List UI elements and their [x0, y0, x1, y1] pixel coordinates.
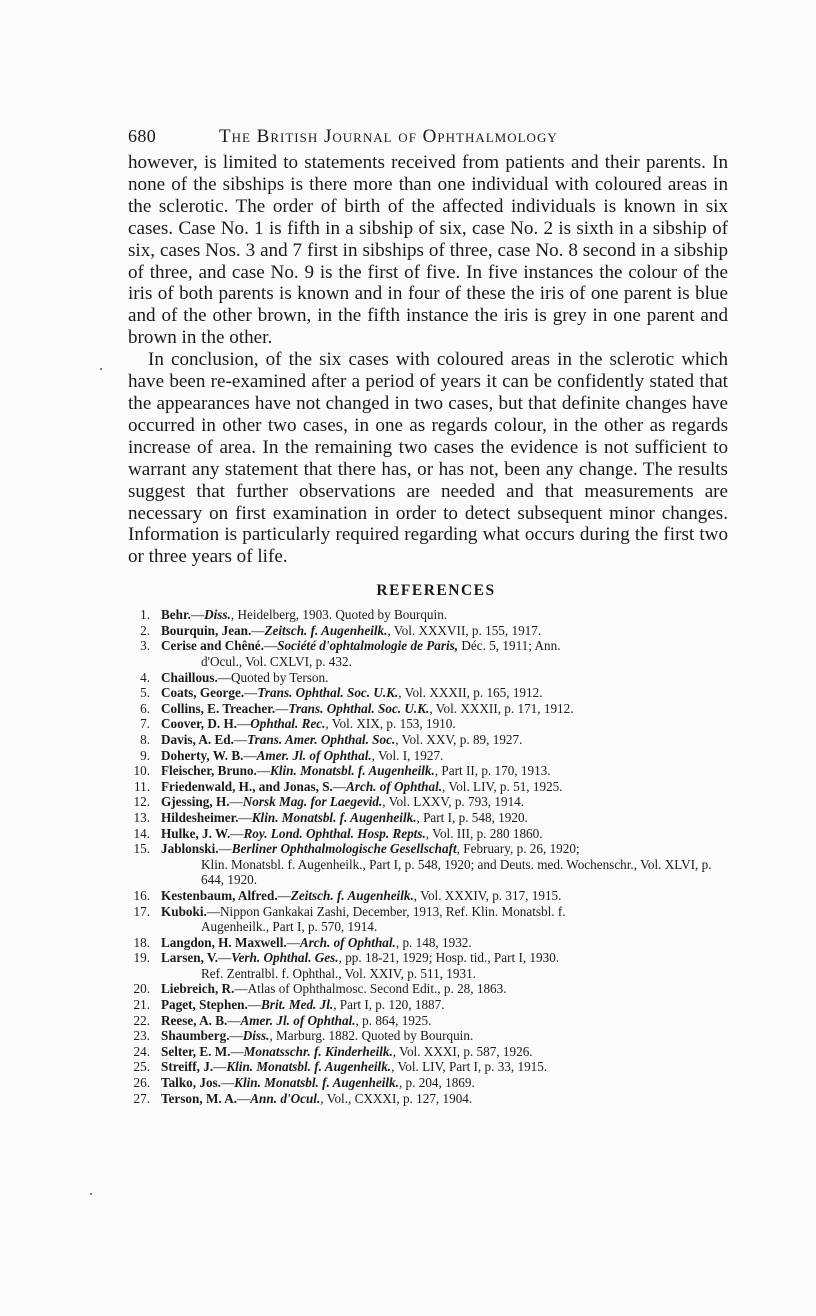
- reference-continuation: Augenheilk., Part I, p. 570, 1914.: [201, 919, 378, 935]
- reference-number: 3.: [140, 638, 150, 654]
- reference-text: [161, 1044, 728, 1060]
- reference-details: Quoted by Terson.: [231, 669, 329, 685]
- reference-dash: —: [256, 763, 271, 779]
- reference-number: 21.: [133, 997, 150, 1013]
- reference-text: [161, 888, 728, 904]
- reference-details: , Vol. XXXVII, p. 155, 1917.: [387, 622, 542, 638]
- reference-item: [128, 748, 728, 764]
- reference-number: 25.: [133, 1059, 150, 1075]
- reference-item: [128, 841, 728, 888]
- reference-text: [161, 935, 728, 951]
- reference-author: Coats, George.: [161, 685, 245, 701]
- reference-number: 8.: [140, 731, 150, 747]
- reference-source: Roy. Lond. Ophthal. Hosp. Repts.: [243, 825, 426, 841]
- reference-number: 23.: [133, 1028, 150, 1044]
- reference-dash: —: [229, 794, 243, 810]
- reference-dash: —: [218, 841, 232, 857]
- reference-item: [128, 779, 728, 795]
- reference-author: Reese, A. B.: [161, 1012, 228, 1028]
- reference-text: [161, 950, 728, 981]
- reference-details: , Vol. III, p. 280 1860.: [425, 825, 543, 841]
- reference-dash: —: [227, 1012, 241, 1028]
- reference-source: Klin. Monatsbl. f. Augenheilk.: [226, 1059, 392, 1075]
- reference-details: , Part I, p. 120, 1887.: [333, 997, 445, 1013]
- reference-number: 15.: [133, 841, 150, 857]
- reference-text: [161, 904, 728, 935]
- reference-details: , Marburg. 1882. Quoted by Bourquin.: [269, 1028, 474, 1044]
- reference-text: [161, 638, 728, 669]
- reference-details: Déc. 5, 1911; Ann.: [458, 638, 561, 654]
- reference-author: Behr.: [161, 607, 191, 623]
- reference-item: [128, 732, 728, 748]
- reference-author: Cerise and Chêné.: [161, 638, 264, 654]
- running-head: [128, 126, 728, 152]
- reference-details: Atlas of Ophthalmosc. Second Edit., p. 28, 1863.: [247, 981, 507, 997]
- reference-text: [161, 1013, 728, 1029]
- body-paragraph-1: however, is limited to statements received from patients and their parents. In none of the sibships is there more than one individual with coloured areas in the sclerotic. The order of birth of the affected individuals is known in six cases. Case No. 1 is fifth in a sibship of six, case No. 2 is sixth in a sibship of six, cases Nos. 3 and 7 first in sibships of three, case No. 8 second in a sibship of three, and case No. 9 is the first of five. In five instances the colour of the iris of both parents is known and in four of these the iris of one parent is blue and of the other brown, in the fifth instance the iris is grey in one parent and brown in the other.: [128, 152, 728, 349]
- reference-dash: —: [190, 607, 205, 623]
- reference-item: [128, 794, 728, 810]
- reference-dash: —: [244, 685, 258, 701]
- reference-item: [128, 685, 728, 701]
- reference-item: [128, 607, 728, 623]
- reference-item: [128, 810, 728, 826]
- reference-number: 26.: [133, 1075, 150, 1091]
- reference-number: 17.: [133, 903, 150, 919]
- reference-author: Hildesheimer.: [161, 809, 239, 825]
- reference-text: [161, 763, 728, 779]
- reference-details: , Vol. LIV, Part I, p. 33, 1915.: [391, 1059, 548, 1075]
- reference-author: Terson, M. A.: [161, 1090, 238, 1106]
- reference-number: 9.: [140, 747, 150, 763]
- reference-text: [161, 1059, 728, 1075]
- reference-number: 16.: [133, 887, 150, 903]
- reference-number: 1.: [140, 607, 150, 623]
- reference-source: Amer. Jl. of Ophthal.: [256, 747, 372, 763]
- reference-author: Friedenwald, H., and Jonas, S.: [161, 778, 333, 794]
- reference-dash: —: [277, 887, 291, 903]
- reference-text: [161, 685, 728, 701]
- reference-number: 4.: [140, 669, 150, 685]
- reference-details: , Vol. XXXI, p. 587, 1926.: [392, 1043, 533, 1059]
- reference-author: Gjessing, H.: [161, 794, 230, 810]
- reference-item: [128, 950, 728, 981]
- reference-text: [161, 732, 728, 748]
- reference-continuation: Klin. Monatsbl. f. Augenheilk., Part I, p. 548, 1920; and Deuts. med. Wochenschr., Vol. XLVI, p. 644, 1920.: [201, 856, 712, 888]
- reference-continuation: Ref. Zentralbl. f. Ophthal., Vol. XXIV, p. 511, 1931.: [201, 965, 476, 981]
- reference-text: [161, 794, 728, 810]
- reference-number: 14.: [133, 825, 150, 841]
- reference-dash: —: [237, 1090, 251, 1106]
- reference-author: Hulke, J. W.: [161, 825, 231, 841]
- reference-dash: —: [251, 622, 265, 638]
- reference-source: Diss.: [204, 607, 231, 623]
- reference-details: , p. 148, 1932.: [395, 934, 472, 950]
- reference-author: Coover, D. H.: [161, 716, 238, 732]
- page-number: 680: [128, 126, 157, 146]
- reference-text: [161, 607, 728, 623]
- reference-source: Zeitsch. f. Augenheilk.: [264, 622, 388, 638]
- reference-details: , Vol. XIX, p. 153, 1910.: [325, 716, 456, 732]
- reference-details: , p. 864, 1925.: [355, 1012, 432, 1028]
- reference-item: [128, 935, 728, 951]
- reference-text: [161, 997, 728, 1013]
- reference-author: Selter, E. M.: [161, 1043, 231, 1059]
- reference-dash: —: [332, 778, 347, 794]
- reference-item: [128, 1091, 728, 1107]
- reference-author: Fleischer, Bruno.: [161, 763, 257, 779]
- reference-text: [161, 841, 728, 888]
- reference-author: Kuboki.: [161, 903, 207, 919]
- reference-number: 5.: [140, 685, 150, 701]
- reference-dash: —: [263, 638, 278, 654]
- reference-source: Trans. Ophthal. Soc. U.K.: [288, 700, 430, 716]
- reference-source: Norsk Mag. for Laegevid.: [242, 794, 383, 810]
- body-paragraph-2: In conclusion, of the six cases with coloured areas in the sclerotic which have been re-examined after a period of years it can be confidently stated that the appearances have not changed in two cases, but that definite changes have occurred in other two cases, in one as regards colour, in the other as regards increase of area. In the remaining two cases the evidence is not sufficient to warrant any statement that there has, or has not, been any change. The results suggest that further observations are needed and that measurements are necessary on first examination in order to detect subsequent minor changes. Information is particularly required regarding what occurs during the first two or three years of life.: [128, 349, 728, 568]
- reference-item: [128, 1075, 728, 1091]
- reference-item: [128, 763, 728, 779]
- reference-source: Ophthal. Rec.: [250, 716, 326, 732]
- reference-text: [161, 810, 728, 826]
- reference-text: [161, 826, 728, 842]
- reference-source: Brit. Med. Jl.: [261, 997, 334, 1013]
- reference-details: , Vol. XXXII, p. 165, 1912.: [398, 685, 543, 701]
- reference-details: , pp. 18-21, 1929; Hosp. tid., Part I, 1930.: [338, 950, 560, 966]
- reference-author: Davis, A. Ed.: [161, 731, 234, 747]
- reference-dash: —: [220, 1075, 235, 1091]
- reference-details: , Heidelberg, 1903. Quoted by Bourquin.: [230, 607, 448, 623]
- reference-dash: —: [230, 825, 244, 841]
- reference-details: , February, p. 26, 1920;: [456, 841, 580, 857]
- reference-dash: —: [237, 716, 251, 732]
- reference-text: [161, 1028, 728, 1044]
- reference-source: Monatsschr. f. Kinderheilk.: [243, 1043, 393, 1059]
- reference-details: , Vol. LXXV, p. 793, 1914.: [382, 794, 525, 810]
- reference-dash: —: [217, 669, 231, 685]
- reference-number: 19.: [133, 950, 150, 966]
- reference-source: Diss.: [242, 1028, 270, 1044]
- reference-source: Arch. of Ophthal.: [299, 934, 396, 950]
- references-heading: REFERENCES: [376, 582, 496, 600]
- reference-author: Jablonski.: [161, 841, 219, 857]
- reference-text: [161, 1091, 728, 1107]
- reference-text: [161, 981, 728, 997]
- reference-item: [128, 1028, 728, 1044]
- reference-item: [128, 997, 728, 1013]
- references-list: [128, 607, 728, 1106]
- reference-number: 27.: [133, 1090, 150, 1106]
- print-speck: [100, 368, 102, 370]
- reference-item: [128, 981, 728, 997]
- reference-number: 11.: [134, 778, 150, 794]
- reference-dash: —: [229, 1028, 243, 1044]
- reference-details: , Part II, p. 170, 1913.: [434, 763, 551, 779]
- reference-text: [161, 748, 728, 764]
- reference-number: 18.: [133, 934, 150, 950]
- reference-number: 22.: [133, 1012, 150, 1028]
- reference-item: [128, 701, 728, 717]
- reference-number: 6.: [140, 700, 150, 716]
- reference-source: Amer. Jl. of Ophthal.: [240, 1012, 356, 1028]
- reference-dash: —: [275, 700, 289, 716]
- reference-author: Liebreich, R.: [161, 981, 235, 997]
- reference-number: 7.: [140, 716, 150, 732]
- reference-details: , Vol. XXXIV, p. 317, 1915.: [413, 887, 562, 903]
- reference-number: 20.: [133, 981, 150, 997]
- reference-details: , Vol. XXV, p. 89, 1927.: [395, 731, 523, 747]
- reference-number: 2.: [140, 622, 150, 638]
- reference-dash: —: [243, 747, 257, 763]
- reference-author: Doherty, W. B.: [161, 747, 244, 763]
- reference-item: [128, 670, 728, 686]
- reference-text: [161, 670, 728, 686]
- reference-dash: —: [286, 934, 300, 950]
- reference-dash: —: [218, 950, 232, 966]
- reference-number: 10.: [133, 763, 150, 779]
- reference-item: [128, 888, 728, 904]
- reference-text: [161, 701, 728, 717]
- reference-source: Verh. Ophthal. Ges.: [231, 950, 339, 966]
- print-speck: [90, 1193, 92, 1195]
- reference-author: Shaumberg.: [161, 1028, 230, 1044]
- reference-dash: —: [234, 981, 248, 997]
- reference-details: , Vol. XXXII, p. 171, 1912.: [429, 700, 574, 716]
- reference-author: Langdon, H. Maxwell.: [161, 934, 287, 950]
- reference-dash: —: [238, 809, 252, 825]
- reference-author: Bourquin, Jean.: [161, 622, 252, 638]
- reference-dash: —: [206, 903, 221, 919]
- reference-details: , Vol. I, 1927.: [371, 747, 444, 763]
- reference-text: [161, 1075, 728, 1091]
- reference-source: Société d'ophtalmologie de Paris,: [277, 638, 459, 654]
- reference-continuation: d'Ocul., Vol. CXLVI, p. 432.: [201, 654, 352, 669]
- reference-author: Chaillous.: [161, 669, 218, 685]
- reference-source: Arch. of Ophthal.: [346, 778, 443, 794]
- reference-details: Nippon Gankakai Zashi, December, 1913, Ref. Klin. Monatsbl. f.: [220, 903, 566, 919]
- reference-item: [128, 826, 728, 842]
- journal-title: The British Journal of Ophthalmology: [219, 126, 558, 147]
- journal-page: [128, 126, 728, 1106]
- reference-source: Klin. Monatsbl. f. Augenheilk.: [234, 1075, 399, 1091]
- reference-details: , Part I, p. 548, 1920.: [416, 809, 528, 825]
- reference-source: Ann. d'Ocul.: [250, 1090, 321, 1106]
- reference-author: Larsen, V.: [161, 950, 219, 966]
- reference-text: [161, 779, 728, 795]
- reference-text: [161, 716, 728, 732]
- reference-author: Collins, E. Treacher.: [161, 700, 276, 716]
- reference-author: Talko, Jos.: [161, 1075, 221, 1091]
- reference-item: [128, 904, 728, 935]
- reference-item: [128, 716, 728, 732]
- reference-item: [128, 1059, 728, 1075]
- reference-source: Trans. Amer. Ophthal. Soc.: [247, 731, 396, 747]
- reference-details: , Vol. LIV, p. 51, 1925.: [442, 778, 563, 794]
- reference-dash: —: [213, 1059, 227, 1075]
- reference-source: Klin. Monatsbl. f. Augenheilk.: [270, 763, 435, 779]
- reference-author: Kestenbaum, Alfred.: [161, 887, 278, 903]
- reference-author: Paget, Stephen.: [161, 997, 248, 1013]
- reference-details: , Vol., CXXXI, p. 127, 1904.: [320, 1090, 473, 1106]
- reference-details: , p. 204, 1869.: [398, 1075, 475, 1091]
- reference-text: [161, 623, 728, 639]
- reference-number: 13.: [133, 809, 150, 825]
- reference-number: 12.: [133, 794, 150, 810]
- reference-source: Zeitsch. f. Augenheilk.: [290, 887, 414, 903]
- reference-dash: —: [247, 997, 262, 1013]
- reference-source: Trans. Ophthal. Soc. U.K.: [257, 685, 399, 701]
- reference-item: [128, 1013, 728, 1029]
- reference-dash: —: [233, 731, 248, 747]
- reference-dash: —: [230, 1043, 244, 1059]
- reference-source: Berliner Ophthalmologische Gesellschaft: [231, 841, 457, 857]
- reference-item: [128, 638, 728, 669]
- reference-item: [128, 1044, 728, 1060]
- reference-author: Streiff, J.: [161, 1059, 214, 1075]
- reference-number: 24.: [133, 1043, 150, 1059]
- reference-item: [128, 623, 728, 639]
- reference-source: Klin. Monatsbl. f. Augenheilk.: [251, 809, 417, 825]
